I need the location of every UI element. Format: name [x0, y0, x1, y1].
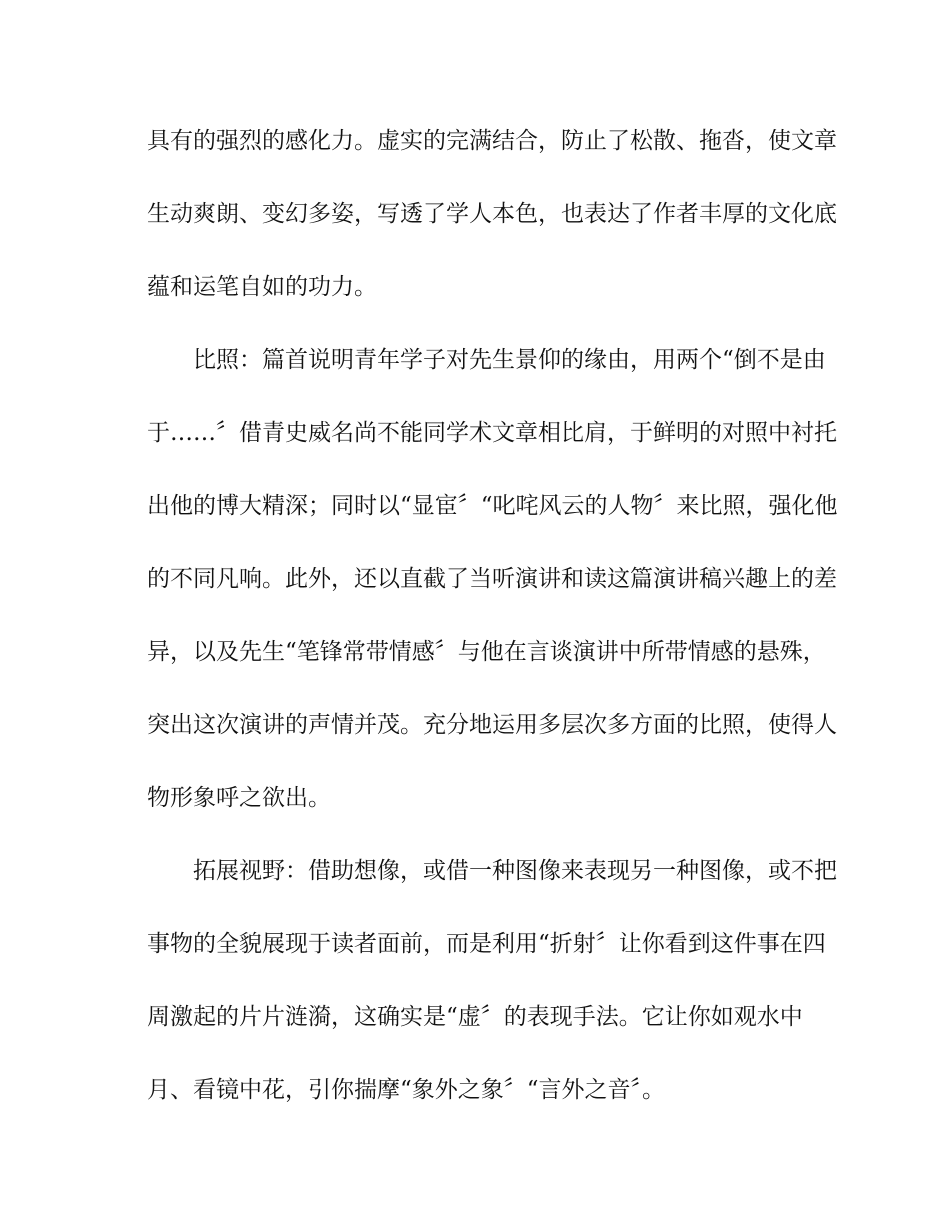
text-line: 于……〞借青史威名尚不能同学术文章相比肩，于鲜明的对照中衬托 — [147, 420, 837, 446]
text-line: 周激起的片片涟漪，这确实是“虚〞的表现手法。它让你如观水中 — [147, 1004, 803, 1030]
text-line: 异，以及先生“笔锋常带情感〞与他在言谈演讲中所带情感的悬殊， — [147, 639, 826, 665]
text-line: 的不同凡响。此外，还以直截了当听演讲和读这篇演讲稿兴趣上的差 — [147, 566, 837, 592]
paragraph-start-line: 拓展视野：借助想像，或借一种图像来表现另一种图像，或不把 — [193, 858, 837, 884]
text-line: 蕴和运笔自如的功力。 — [147, 274, 377, 300]
text-line: 具有的强烈的感化力。虚实的完满结合，防止了松散、拖沓，使文章 — [147, 128, 837, 154]
text-line: 生动爽朗、变幻多姿，写透了学人本色，也表达了作者丰厚的文化底 — [147, 201, 837, 227]
text-line: 出他的博大精深；同时以“显宦〞“叱咤风云的人物〞来比照，强化他 — [147, 493, 838, 519]
text-line: 事物的全貌展现于读者面前，而是利用“折射〞让你看到这件事在四 — [147, 931, 826, 957]
text-line: 月、看镜中花，引你揣摩“象外之象〞“言外之音〞。 — [147, 1077, 666, 1103]
paragraph-start-line: 比照：篇首说明青年学子对先生景仰的缘由，用两个“倒不是由 — [193, 347, 826, 373]
text-line: 物形象呼之欲出。 — [147, 785, 331, 811]
text-line: 突出这次演讲的声情并茂。充分地运用多层次多方面的比照，使得人 — [147, 712, 837, 738]
